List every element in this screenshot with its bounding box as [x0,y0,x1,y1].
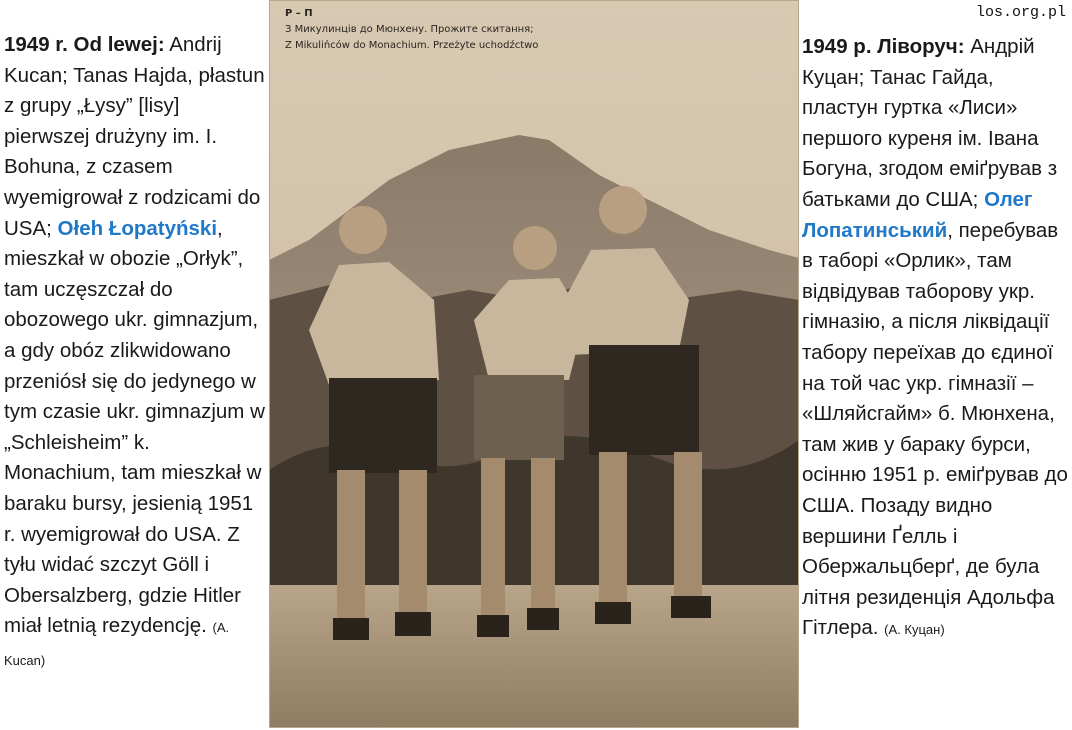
photo-illustration [269,0,799,728]
photo-caption [285,6,785,54]
ukrainian-highlighted-name: Олег Лопатинський [802,187,1033,242]
ukrainian-source: (А. Куцан) [884,622,945,638]
polish-text-part1: Andrij Kucan; Tanas Hajda, płastun z grupy „Łysy” [lisy] pierwszej drużyny im. I. Bohuna, z czasem wyemigrował z rodzicami do USA; [4,33,265,240]
ukrainian-text-part1: Андрій Куцан; Танас Гайда, пластун гуртка «Лиси» першого куреня ім. Івана Богуна, згодом еміґрував з батьками до США; [802,35,1058,211]
ukrainian-text-part2: , перебував в таборі «Орлик», там відвідував таборову укр. гімназію, а після ліквідації табору переїхав до єдиної на той час укр. гімназії – «Шляйсгайм» б. Мюнхена, там жив у бараку бурси, осінню 1951 р. еміґрував до США. Позаду видно вершини Ґелль і Обержальцберґ, де була літня резиденція Адольфа Гітлера. [802,218,1068,640]
ukrainian-lead: 1949 р. Ліворуч: [802,35,965,58]
photo-caption-polish: Z Mikulińców do Monachium. Przeżyte uchodźctwo [285,40,539,51]
photo-caption-ukrainian: З Микулинців до Мюнхену. Прожите скитання; [285,24,534,35]
polish-description [4,30,266,676]
site-name: los.org.pl [975,4,1066,21]
polish-source: (A. Kucan) [4,620,230,668]
polish-lead: 1949 r. Od lewej: [4,33,165,56]
ukrainian-description [802,32,1070,646]
polish-highlighted-name: Ołeh Łopatyński [57,216,218,240]
polish-text-part2: , mieszkał w obozie „Orłyk”, tam uczęszczał do obozowego ukr. gimnazjum, a gdy obóz zlikwidowano przeniósł się do jedynego w tym czasie ukr. gimnazjum w „Schleisheim” k. Monachium, tam mieszkał w baraku bursy, jesienią 1951 r. wyemigrował do USA. Z tyłu widać szczyt Göll i Obersalzberg, gdzie Hitler miał letnią rezydencję. [4,216,265,638]
photo-code: Р – П [285,8,313,19]
scout-photograph [269,0,799,728]
